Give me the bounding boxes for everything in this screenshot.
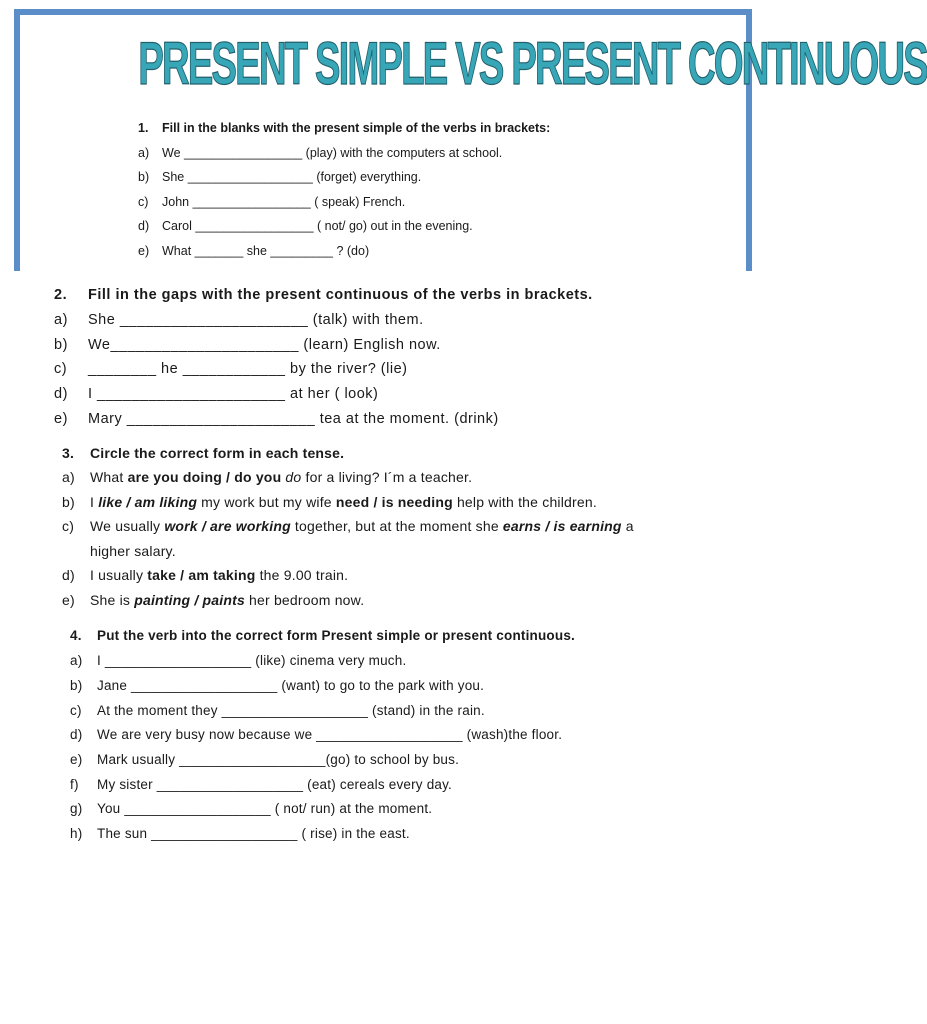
item-letter: b) [54, 337, 68, 353]
item-letter: a) [138, 146, 150, 160]
item-text: She ______________________ (talk) with them. [88, 312, 424, 328]
item-letter: b) [138, 170, 150, 184]
item-text: She is painting / paints her bedroom now. [90, 592, 365, 608]
item-text: John _________________ ( speak) French. [162, 195, 406, 209]
item-text: At the moment they ___________________ (stand) in the rain. [97, 703, 485, 718]
item-letter: e) [62, 592, 75, 608]
item-letter: a) [54, 312, 68, 328]
item-letter: b) [62, 494, 75, 510]
item-text: I usually take / am taking the 9.00 train. [90, 567, 349, 583]
item-text: We _________________ (play) with the computers at school. [162, 146, 503, 160]
item-text: Carol _________________ ( not/ go) out in the evening. [162, 219, 473, 233]
option-pair[interactable]: need / is needing [335, 494, 453, 510]
item-letter: a) [70, 653, 83, 668]
item-letter: c) [138, 195, 149, 209]
item-text: What are you doing / do you do for a living? I´m a teacher. [90, 469, 473, 485]
item-letter: h) [70, 826, 83, 841]
item-letter: g) [70, 801, 83, 816]
item-text: What _______ she _________ ? (do) [162, 244, 370, 258]
item-letter: d) [70, 727, 83, 742]
item-text: I ___________________ (like) cinema very much. [97, 653, 407, 668]
section-heading-text: Put the verb into the correct form Present simple or present continuous. [97, 628, 575, 643]
item-text: The sun ___________________ ( rise) in the east. [97, 826, 410, 841]
item-text: We______________________ (learn) English now. [88, 337, 441, 353]
section-number: 3. [62, 445, 75, 461]
option-pair[interactable]: painting / paints [134, 592, 245, 608]
item-letter: c) [70, 703, 82, 718]
option-word: do [285, 469, 302, 485]
section-number: 2. [54, 287, 68, 303]
item-text: My sister ___________________ (eat) cereals every day. [97, 777, 453, 792]
item-text: I like / am liking my work but my wife need / is needing help with the children. [90, 494, 597, 510]
item-text: We usually work / are working together, but at the moment she earns / is earning a [90, 518, 634, 534]
item-letter: c) [54, 361, 68, 377]
option-pair[interactable]: are you doing / do you [127, 469, 282, 485]
item-letter: e) [54, 411, 68, 427]
item-text: higher salary. [90, 543, 176, 559]
item-letter: f) [70, 777, 79, 792]
item-letter: c) [62, 518, 75, 534]
item-text: I ______________________ at her ( look) [88, 386, 379, 402]
page-title: PRESENT SIMPLE VS PRESENT CONTINUOUS [138, 30, 927, 97]
option-pair[interactable]: take / am taking [147, 567, 256, 583]
item-letter: d) [54, 386, 68, 402]
item-text: She __________________ (forget) everything. [162, 170, 422, 184]
section-heading-text: Fill in the gaps with the present continuous of the verbs in brackets. [88, 287, 593, 303]
item-text: Mary ______________________ tea at the moment. (drink) [88, 411, 499, 427]
item-letter: a) [62, 469, 75, 485]
section-number: 4. [70, 628, 82, 643]
option-pair[interactable]: work / are working [164, 518, 291, 534]
item-letter: d) [138, 219, 150, 233]
item-text: We are very busy now because we ___________________ (wash)the floor. [97, 727, 563, 742]
option-pair[interactable]: earns / is earning [502, 518, 622, 534]
section-heading-text: Fill in the blanks with the present simple of the verbs in brackets: [162, 121, 551, 135]
item-letter: e) [138, 244, 150, 258]
item-text: Mark usually ___________________(go) to school by bus. [97, 752, 460, 767]
item-text: ________ he ____________ by the river? (lie) [88, 361, 408, 377]
option-pair[interactable]: like / am liking [98, 494, 198, 510]
item-text: You ___________________ ( not/ run) at the moment. [97, 801, 433, 816]
item-letter: d) [62, 567, 75, 583]
item-text: Jane ___________________ (want) to go to the park with you. [97, 678, 485, 693]
item-letter: b) [70, 678, 83, 693]
section-number: 1. [138, 121, 149, 135]
item-letter: e) [70, 752, 83, 767]
section-heading-text: Circle the correct form in each tense. [90, 445, 345, 461]
